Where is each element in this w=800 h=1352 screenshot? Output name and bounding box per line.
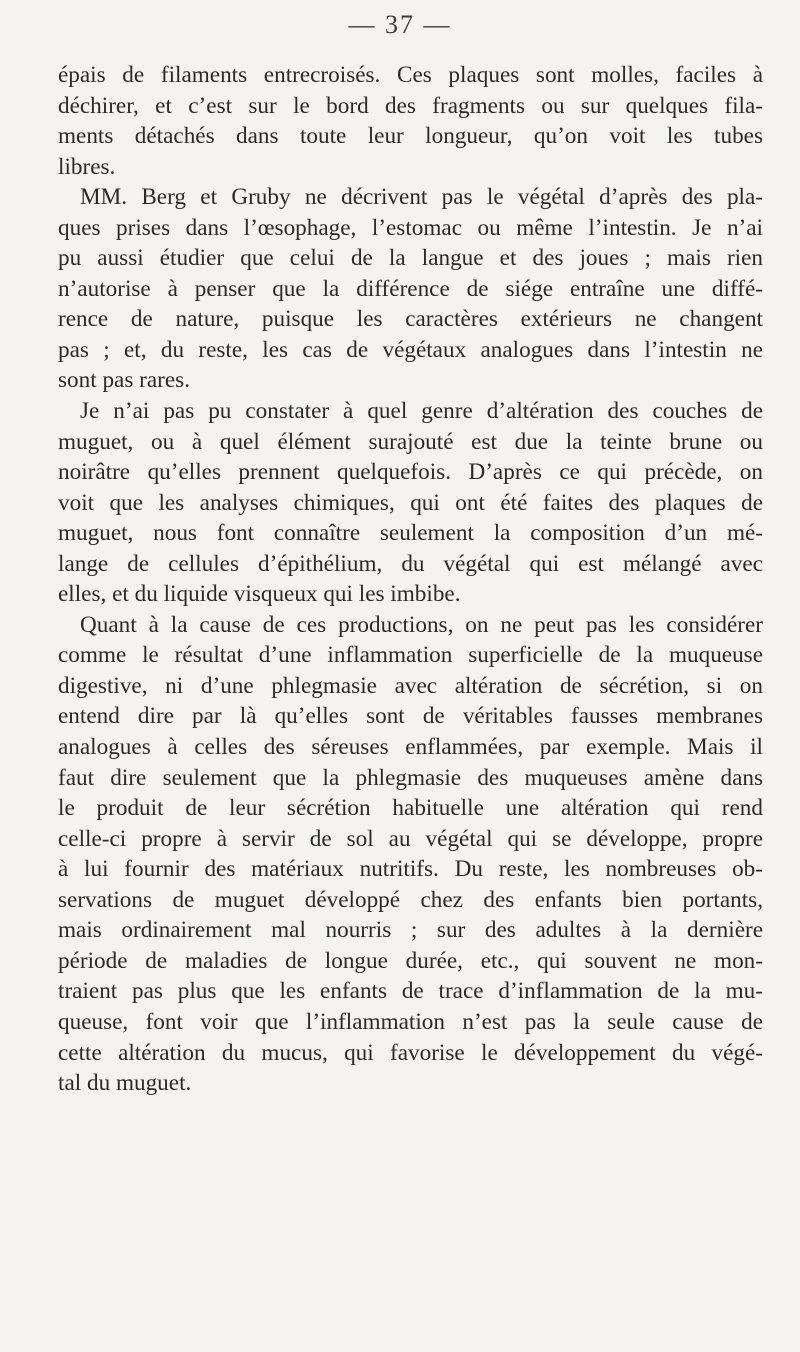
text-line: queuse, font voir que l’inflammation n’est pas la seule cause de (58, 1008, 763, 1035)
text-line: entend dire par là qu’elles sont de véritables fausses membranes (58, 703, 763, 730)
text-line: traient pas plus que les enfants de trace d’inflammation de la mu- (58, 978, 763, 1005)
text-line: cette altération du mucus, qui favorise le développement du végé- (58, 1039, 763, 1066)
text-line: muguet, ou à quel élément surajouté est due la teinte brune ou (58, 428, 763, 455)
text-line: épais de filaments entrecroisés. Ces plaques sont molles, faciles à (58, 62, 763, 88)
text-line: période de maladies de longue durée, etc., qui souvent ne mon- (58, 947, 763, 974)
text-line: mais ordinairement mal nourris ; sur des adultes à la dernière (58, 917, 763, 944)
text-line: MM. Berg et Gruby ne décrivent pas le végétal d’après des pla- (80, 184, 763, 211)
text-line: analogues à celles des séreuses enflammées, par exemple. Mais il (58, 734, 763, 761)
text-line: tal du muguet. (58, 1070, 192, 1097)
text-line: rence de nature, puisque les caractères extérieurs ne changent (58, 306, 763, 333)
text-line: ments détachés dans toute leur longueur, qu’on voit les tubes (58, 123, 763, 150)
text-line: sont pas rares. (58, 367, 191, 394)
text-line: à lui fournir des matériaux nutritifs. Du reste, les nombreuses ob- (58, 856, 763, 883)
body-text (58, 60, 763, 1099)
text-line: Quant à la cause de ces productions, on ne peut pas les considérer (80, 611, 763, 638)
text-line: n’autorise à penser que la différence de siége entraîne une diffé- (58, 275, 763, 302)
text-line: lange de cellules d’épithélium, du végétal qui est mélangé avec (58, 550, 763, 577)
text-line: comme le résultat d’une inflammation superficielle de la muqueuse (58, 642, 763, 669)
text-line: le produit de leur sécrétion habituelle une altération qui rend (58, 795, 763, 822)
text-line: noirâtre qu’elles prennent quelquefois. D’après ce qui précède, on (58, 459, 763, 486)
text-line: muguet, nous font connaître seulement la composition d’un mé- (58, 520, 763, 547)
text-line: celle-ci propre à servir de sol au végétal qui se développe, propre (58, 825, 763, 852)
text-line: voit que les analyses chimiques, qui ont été faites des plaques de (58, 489, 763, 516)
page-number: — 37 — (348, 10, 452, 39)
text-line: elles, et du liquide visqueux qui les imbibe. (58, 581, 461, 608)
text-line: déchirer, et c’est sur le bord des fragments ou sur quelques fila- (58, 92, 763, 119)
text-line: servations de muguet développé chez des enfants bien portants, (58, 886, 763, 913)
text-line: pas ; et, du reste, les cas de végétaux analogues dans l’intestin ne (58, 336, 763, 363)
text-line: pu aussi étudier que celui de la langue et des joues ; mais rien (58, 245, 763, 272)
text-line: libres. (58, 153, 116, 180)
text-line: digestive, ni d’une phlegmasie avec altération de sécrétion, si on (58, 672, 763, 699)
text-line: ques prises dans l’œsophage, l’estomac ou même l’intestin. Je n’ai (58, 214, 763, 241)
text-line: faut dire seulement que la phlegmasie des muqueuses amène dans (58, 764, 763, 791)
text-line: Je n’ai pas pu constater à quel genre d’altération des couches de (80, 398, 763, 425)
